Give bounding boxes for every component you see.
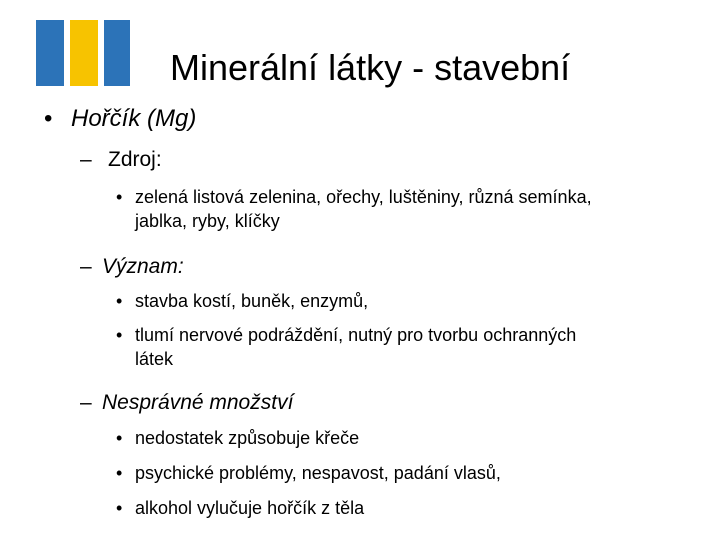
list-item: psychické problémy, nespavost, padání vlasů, <box>135 463 501 483</box>
logo-bar-right <box>104 20 130 86</box>
bullet-icon: • <box>116 428 123 448</box>
group-heading-significance: Význam: <box>102 255 184 278</box>
dash-icon: – <box>80 148 92 171</box>
bullet-icon: • <box>44 105 53 132</box>
logo <box>36 20 130 86</box>
bullet-icon: • <box>116 291 123 311</box>
page-title: Minerální látky - stavební <box>170 47 571 88</box>
dash-icon: – <box>80 391 92 414</box>
group-heading-wrong-amount: Nesprávné množství <box>102 391 294 414</box>
dash-icon: – <box>80 255 92 278</box>
list-item: alkohol vylučuje hořčík z těla <box>135 498 365 518</box>
topic-heading: Hořčík (Mg) <box>71 105 197 132</box>
bullet-icon: • <box>116 463 123 483</box>
logo-bar-middle <box>70 20 98 86</box>
bullet-icon: • <box>116 187 123 207</box>
list-item: nedostatek způsobuje křeče <box>135 428 360 448</box>
logo-bar-left <box>36 20 64 86</box>
list-item: stavba kostí, buněk, enzymů, <box>135 291 369 311</box>
list-item: tlumí nervové podráždění, nutný pro tvorbu ochranných látek <box>135 325 577 369</box>
bullet-icon: • <box>116 325 123 345</box>
bullet-icon: • <box>116 498 123 518</box>
group-heading-source: Zdroj: <box>108 148 162 171</box>
list-item: zelená listová zelenina, ořechy, luštěniny, různá semínka, jablka, ryby, klíčky <box>135 187 592 231</box>
